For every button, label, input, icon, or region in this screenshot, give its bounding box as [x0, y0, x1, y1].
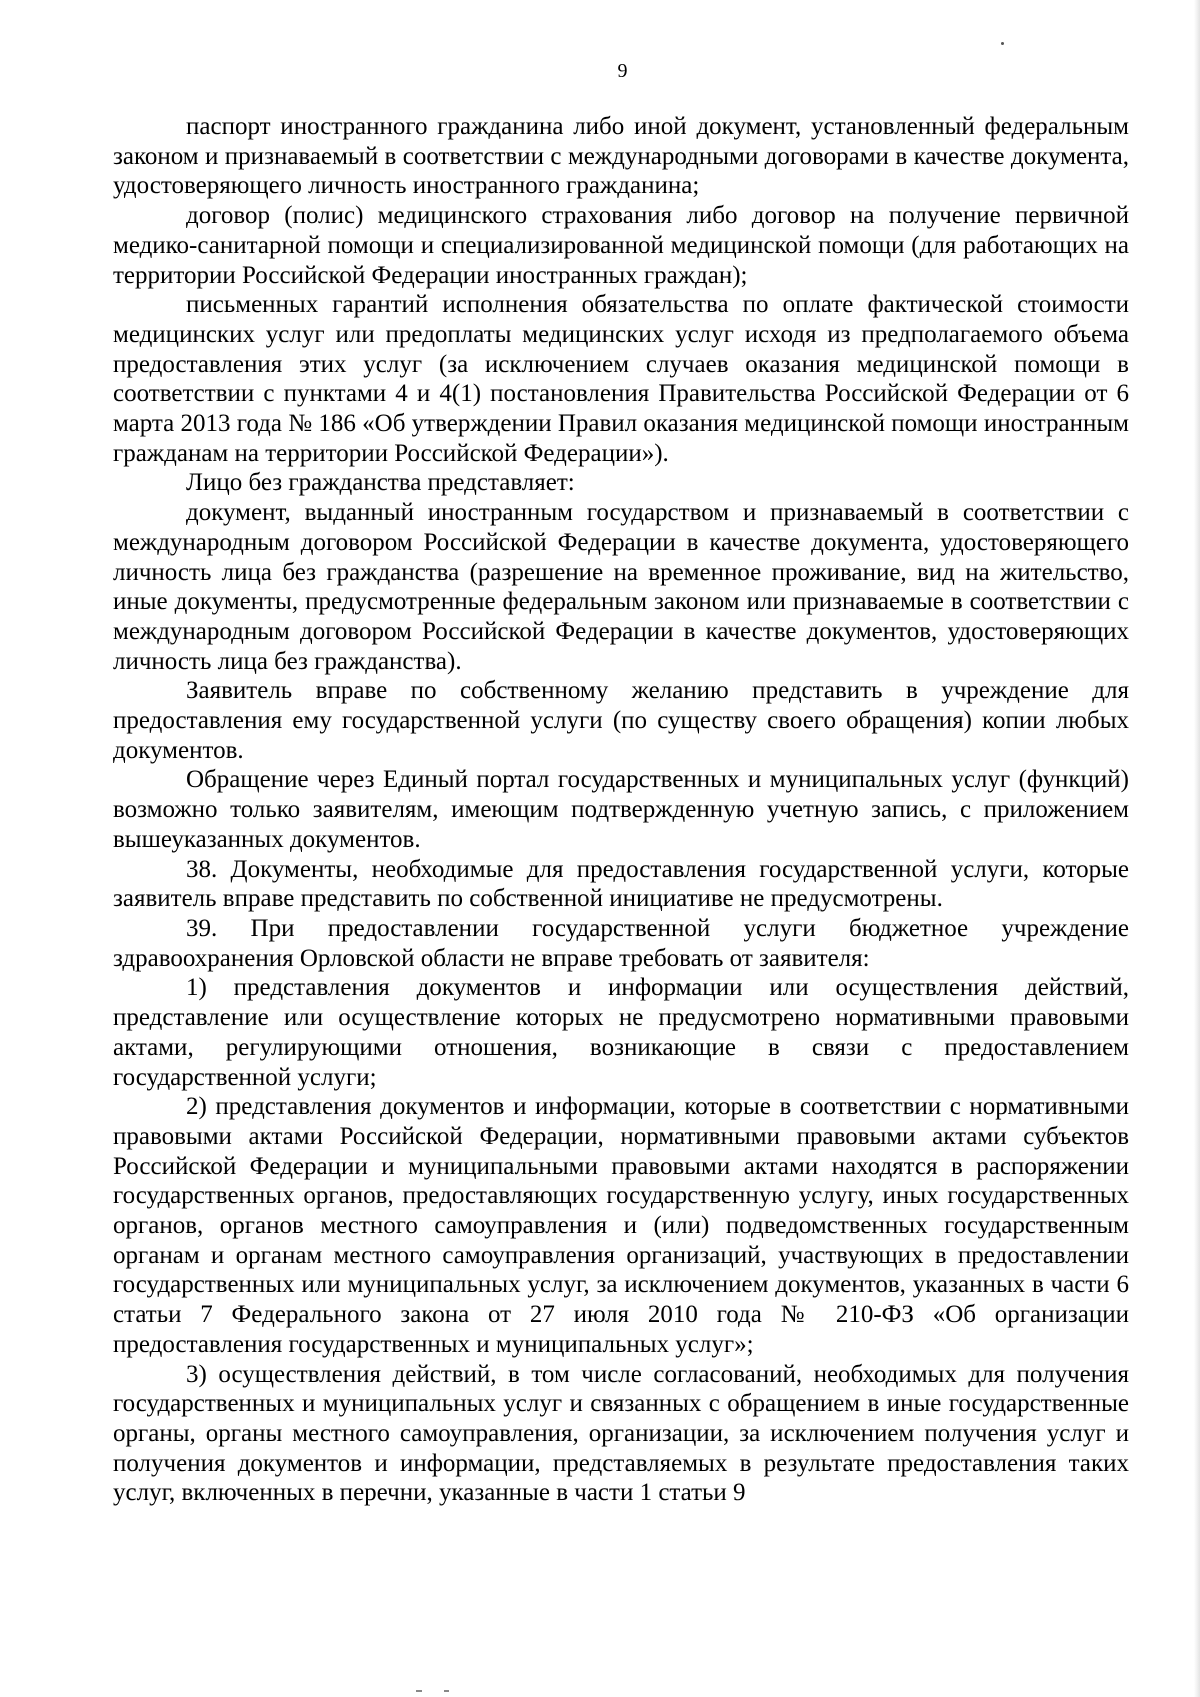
- paragraph-stateless-document: документ, выданный иностранным государством и признаваемый в соответствии с международным договором Российской Федерации в качестве документа, удостоверяющего личность лица без гражданства (разрешение на временное проживание, вид на жительство, иные документы, предусмотренные федеральным законом или признаваемые в соответствии с международным договором Российской Федерации в качестве документов, удостоверяющих личность лица без гражданства).: [113, 499, 1129, 675]
- scan-speck: [1001, 42, 1004, 45]
- page-number: 9: [617, 60, 628, 82]
- paragraph-subitem-3: 3) осуществления действий, в том числе согласований, необходимых для получения государственных и муниципальных услуг и связанных с обращением в иные государственные органы, органы местного самоуправления, организации, за исключением получения услуг и получения документов и информации, представляемых в результате предоставления таких услуг, включенных в перечни, указанные в части 1 статьи 9: [113, 1360, 1129, 1507]
- scan-speck: [444, 1690, 449, 1692]
- scan-speck: [416, 1690, 422, 1692]
- paragraph-stateless-person: Лицо без гражданства представляет:: [186, 469, 575, 497]
- paragraph-insurance-policy: договор (полис) медицинского страхования либо договор на получение первичной медико-санитарной помощи и специализированной медицинской помощи (для работающих на территории Российской Федерации иностранных граждан);: [113, 202, 1129, 289]
- paragraph-subitem-2: 2) представления документов и информации, которые в соответствии с нормативными правовыми актами Российской Федерации, нормативными правовыми актами субъектов Российской Федерации и муниципальными правовыми актами находятся в распоряжении государственных органов, предоставляющих государственную услугу, иных государственных органов, органов местного самоуправления и (или) подведомственных государственным органам и органам местного самоуправления организаций, участвующих в предоставлении государственных или муниципальных услуг, за исключением документов, указанных в части 6 статьи 7 Федерального закона от 27 июля 2010 года № 210-ФЗ «Об организации предоставления государственных и муниципальных услуг»;: [113, 1093, 1129, 1358]
- scan-edge-shadow: [1194, 0, 1200, 1697]
- paragraph-item-38: 38. Документы, необходимые для предоставления государственной услуги, которые заявитель вправе представить по собственной инициативе не предусмотрены.: [113, 855, 1129, 913]
- paragraph-passport: паспорт иностранного гражданина либо иной документ, установленный федеральным законом и признаваемый в соответствии с международными договорами в качестве документа, удостоверяющего личность иностранного гражданина;: [113, 113, 1129, 200]
- paragraph-item-39: 39. При предоставлении государственной услуги бюджетное учреждение здравоохранения Орловской области не вправе требовать от заявителя:: [113, 914, 1129, 972]
- paragraph-subitem-1: 1) представления документов и информации или осуществления действий, представление или осуществление которых не предусмотрено нормативными правовыми актами, регулирующими отношения, возникающие в связи с предоставлением государственной услуги;: [113, 974, 1129, 1091]
- paragraph-applicant-copies: Заявитель вправе по собственному желанию представить в учреждение для предоставления ему государственной услуги (по существу своего обращения) копии любых документов.: [113, 677, 1129, 764]
- document-body: [113, 112, 1129, 1508]
- paragraph-payment-guarantees: письменных гарантий исполнения обязательства по оплате фактической стоимости медицинских услуг или предоплаты медицинских услуг исходя из предполагаемого объема предоставления этих услуг (за исключением случаев оказания медицинской помощи в соответствии с пунктами 4 и 4(1) постановления Правительства Российской Федерации от 6 марта 2013 года № 186 «Об утверждении Правил оказания медицинской помощи иностранным гражданам на территории Российской Федерации»).: [113, 291, 1129, 467]
- paragraph-unified-portal: Обращение через Единый портал государственных и муниципальных услуг (функций) возможно только заявителям, имеющим подтвержденную учетную запись, с приложением вышеуказанных документов.: [113, 766, 1129, 853]
